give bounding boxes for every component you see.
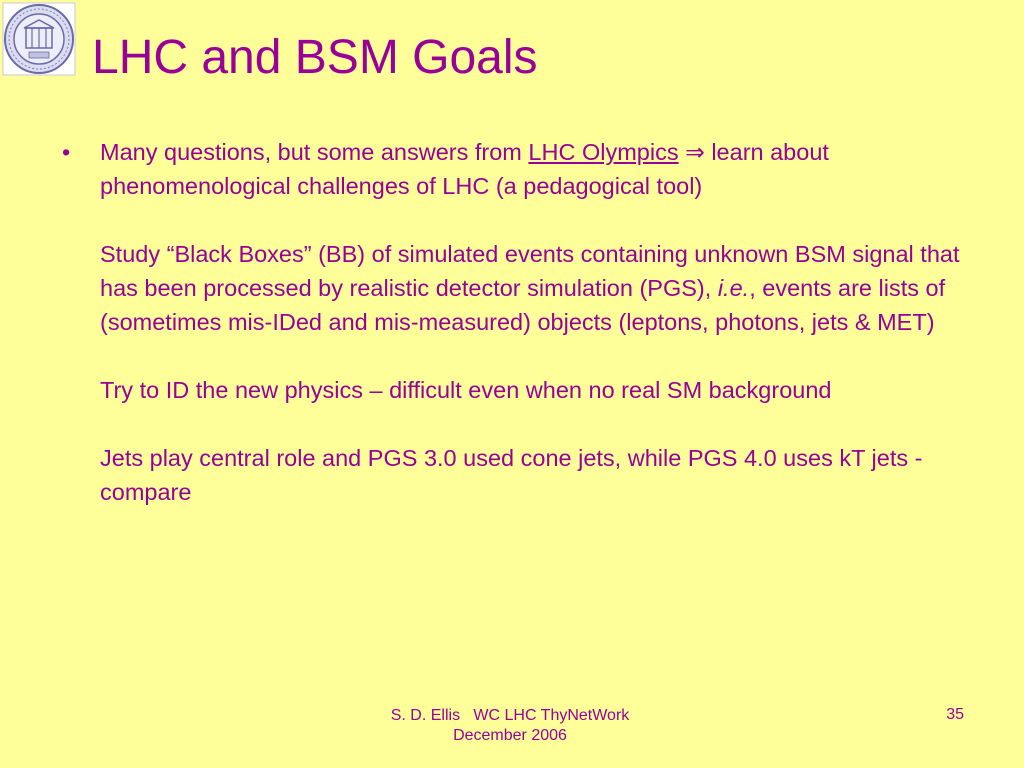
paragraph-new-physics: Try to ID the new physics – difficult even when no real SM background — [100, 377, 832, 403]
university-seal-logo — [2, 2, 76, 76]
paragraph-black-boxes — [100, 237, 962, 339]
paragraph-lhc-olympics — [100, 135, 962, 203]
p1-text-a: Many questions, but some answers from — [100, 139, 529, 165]
slide-title: LHC and BSM Goals — [92, 31, 538, 84]
lhc-olympics-link[interactable]: LHC Olympics — [528, 139, 679, 165]
footer-credit — [330, 706, 690, 746]
p1-text-b: learn about phenomenological challenges of LHC (a pedagogical tool) — [100, 139, 829, 199]
bullet-marker: • — [62, 139, 71, 165]
p2-text-a: Study “Black Boxes” (BB) of simulated events containing unknown BSM signal that has been processed by realistic detector simulation (PGS), — [100, 241, 960, 301]
p2-italic-ie: i.e. — [717, 275, 750, 301]
implies-arrow: ⇒ — [678, 139, 712, 165]
footer-author: S. D. Ellis WC LHC ThyNetWork — [390, 707, 630, 724]
footer-date: December 2006 — [453, 727, 567, 744]
bullet-list — [62, 135, 962, 509]
p2-text-b: , events are lists of (sometimes mis-IDed and mis-measured) objects (leptons, photons, jets & MET) — [100, 275, 946, 335]
page-number: 35 — [946, 706, 964, 723]
paragraph-jets: Jets play central role and PGS 3.0 used cone jets, while PGS 4.0 uses kT jets - compare — [100, 445, 923, 505]
